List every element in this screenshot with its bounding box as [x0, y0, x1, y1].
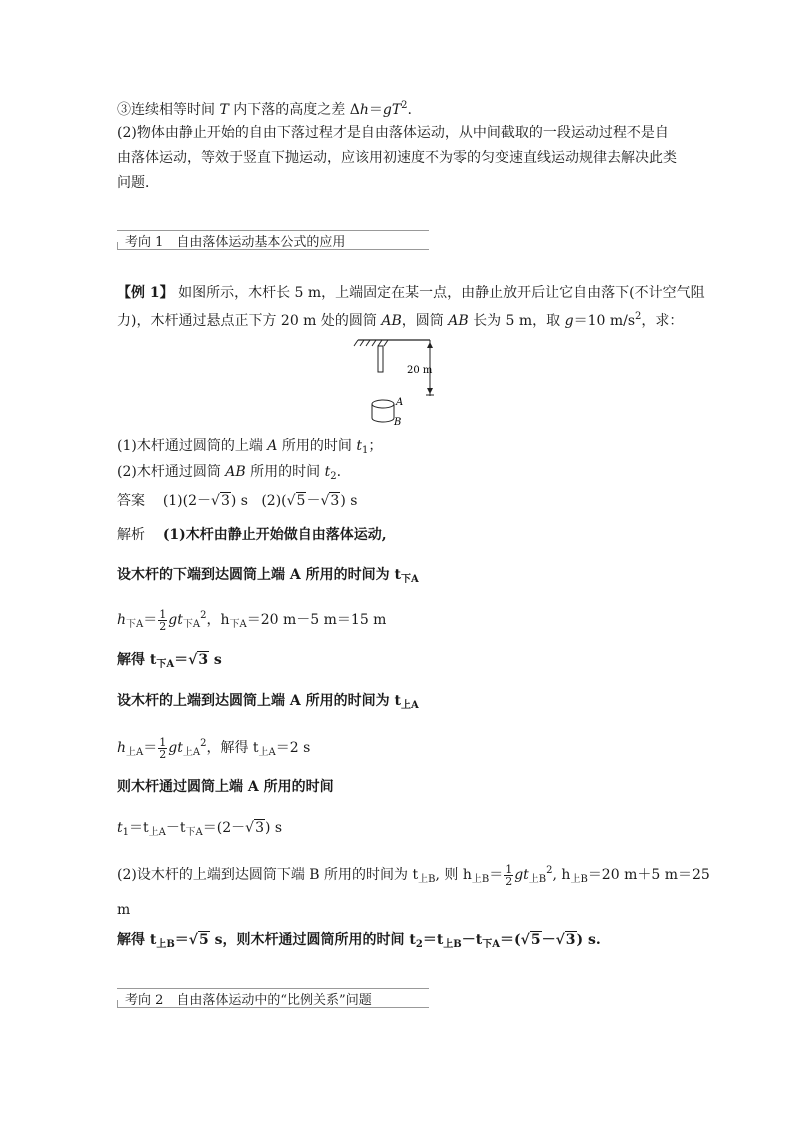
distance-label: 20 m	[407, 365, 433, 376]
section-corner-mark	[117, 242, 122, 250]
example-figure	[350, 334, 450, 430]
wooden-rod	[378, 346, 383, 372]
ceiling-hatch	[354, 340, 430, 346]
analysis-line-10: 解得 $t_{上B}=√5$ s，则木杆通过圆筒所用的时间 $t_2=t_{上B}-t_{下A}=(√5-√3)$ s.	[117, 932, 601, 950]
cylinder-tube	[372, 400, 394, 422]
section-title: 考向 2 自由落体运动中的“比例关系”问题	[125, 993, 372, 1008]
intro-paragraph-2: (2)物体由静止开始的自由下落过程才是自由落体运动，从中间截取的一段运动过程不是自由落体运动，等效于竖直下抛运动，应该用初速度不为零的匀变速直线运动规律去解决此类问题．	[117, 125, 677, 191]
analysis-line-3: $h_{下A}=$ $\frac{1}{2}$ $gt_{下A}^2$，$h_{下A}=20$ m－5 m＝15 m	[117, 607, 387, 633]
question-1: (1)木杆通过圆筒的上端 A 所用的时间 $t_1$；	[117, 438, 383, 456]
fraction-half: $\frac{1}{2}$	[159, 607, 167, 633]
section-header-2	[117, 988, 429, 1008]
analysis-line-9: (2)设木杆的上端到达圆筒下端 B 所用的时间为 $t_{上B}$, 则 $h_{上B}=$ $\frac{1}{2}$ $gt_{上B}^2$, $h_{上B}=20$ m＋5 m＝25	[117, 862, 710, 888]
analysis-line-1: 解析 (1)木杆由静止开始做自由落体运动,	[117, 527, 387, 543]
analysis-line-2: 设木杆的下端到达圆筒上端 A 所用的时间为 $t_{下A}$	[117, 567, 419, 585]
example-tag: 【例 1】	[117, 285, 174, 301]
analysis-line-7: 则木杆通过圆筒上端 A 所用的时间	[117, 779, 334, 795]
fraction-half: $\frac{1}{2}$	[159, 735, 167, 761]
analysis-label: 解析	[117, 527, 145, 543]
label-B: B	[394, 417, 402, 428]
analysis-line-6: $h_{上A}=$ $\frac{1}{2}$ $gt_{上A}^2$，解得 $t_{上A}=2$ s	[117, 735, 311, 761]
section-header-1	[117, 230, 429, 250]
question-2: (2)木杆通过圆筒 AB 所用的时间 $t_2$.	[117, 464, 342, 482]
fraction-half: $\frac{1}{2}$	[505, 862, 513, 888]
analysis-line-4: 解得 $t_{下A}=√3$ s	[117, 652, 222, 670]
answer-line: 答案 (1)(2－√3) s (2)(√5－√3) s	[117, 493, 358, 509]
analysis-line-8: $t_1=t_{上A}-t_{下A}=(2-√3)$ s	[117, 820, 283, 838]
answer-label: 答案	[117, 493, 145, 509]
analysis-line-5: 设木杆的上端到达圆筒上端 A 所用的时间为 $t_{上A}$	[117, 693, 419, 711]
section-corner-mark	[117, 1000, 122, 1008]
section-title: 考向 1 自由落体运动基本公式的应用	[125, 235, 346, 250]
label-A: A	[396, 397, 404, 408]
analysis-line-9b: m	[117, 902, 131, 918]
example-line-1: 【例 1】 如图所示，木杆长 5 m，上端固定在某一点，由静止放开后让它自由落下(不计空气阻	[117, 285, 705, 301]
example-line-2: 力)，木杆通过悬点正下方 20 m 处的圆筒 AB，圆筒 AB 长为 5 m，取 g＝10 $m/s^2$，求：	[117, 311, 684, 329]
intro-item-3: ③连续相等时间 T 内下落的高度之差 $\Delta h=gT^2$.	[117, 100, 412, 118]
